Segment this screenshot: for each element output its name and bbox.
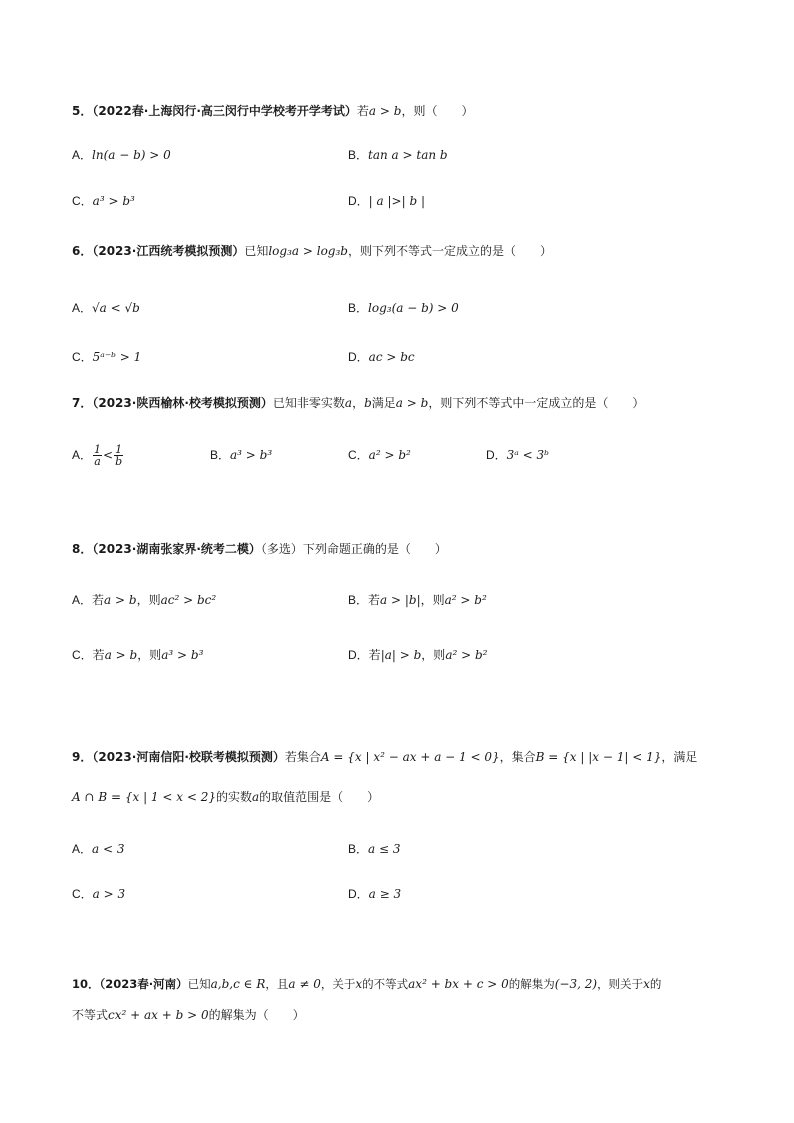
option-label: A． <box>72 842 93 856</box>
question-9-stem-pre: 若集合 <box>284 750 321 764</box>
question-5-option-b[interactable] <box>348 146 448 164</box>
option-label: B． <box>348 593 369 607</box>
question-10-p3: 的不等式 <box>362 977 409 991</box>
question-7-var-a: a <box>344 396 353 410</box>
option-text: a² > b² <box>368 448 411 462</box>
question-8-stem <box>72 540 447 558</box>
option-label: D． <box>348 194 369 208</box>
question-10-solution-set: (−3, 2) <box>554 977 598 991</box>
option-text: a³ > b³ <box>230 448 273 462</box>
question-10-line2-post: 的解集为（ ） <box>208 1008 305 1022</box>
question-9-line2-post: 的取值范围是（ ） <box>259 790 380 804</box>
fraction-numerator: 1 <box>94 443 102 456</box>
question-6-stem <box>72 242 552 260</box>
question-7-sep: ， <box>352 396 365 410</box>
fraction-numerator: 1 <box>115 443 123 456</box>
question-7-var-b: b <box>364 396 372 410</box>
question-7-option-c[interactable] <box>348 446 411 464</box>
option-label: A． <box>72 448 93 462</box>
question-10-line2-pre: 不等式 <box>72 1008 109 1022</box>
question-10-p6: 的 <box>649 977 662 991</box>
option-pre: 若 <box>368 648 381 662</box>
question-5-stem-post: ，则（ ） <box>401 104 474 118</box>
option-mid: ，则 <box>420 593 445 607</box>
option-text: log₃(a − b) > 0 <box>368 301 459 315</box>
question-7-stem-post: ，则下列不等式中一定成立的是（ ） <box>428 396 645 410</box>
option-label: C． <box>72 194 93 208</box>
question-5-condition: a > b <box>368 104 402 118</box>
option-result: a² > b² <box>445 648 488 662</box>
option-label: C． <box>348 448 369 462</box>
option-result: a² > b² <box>444 593 487 607</box>
option-label: D． <box>348 350 369 364</box>
option-label: C． <box>72 350 93 364</box>
question-7-condition: a > b <box>395 396 429 410</box>
option-label: C． <box>72 648 93 662</box>
question-6-option-b[interactable] <box>348 299 459 317</box>
question-5-option-d[interactable] <box>348 192 425 210</box>
question-9-stem <box>72 748 697 766</box>
option-label: B． <box>348 301 369 315</box>
question-8-source: （2023·湖南张家界·统考二模） <box>92 542 261 556</box>
question-10-stem-pre: 已知 <box>187 977 211 991</box>
question-5-stem <box>72 102 473 120</box>
question-7-option-a[interactable] <box>72 443 124 467</box>
question-10-number: 10． <box>72 977 100 991</box>
question-8-number: 8． <box>72 542 93 556</box>
question-10-ineq2: cx² + ax + b > 0 <box>108 1008 209 1022</box>
question-10-p2: ，关于 <box>320 977 356 991</box>
option-result: ac² > bc² <box>160 593 217 607</box>
option-condition: a > |b| <box>380 593 421 607</box>
fraction <box>93 444 102 467</box>
option-label: A． <box>72 593 93 607</box>
question-6-condition: log₃a > log₃b <box>268 244 348 258</box>
option-text: √a < √b <box>92 301 140 315</box>
option-label: C． <box>72 887 93 901</box>
question-9-set-b: B = {x | |x − 1| < 1} <box>535 750 662 764</box>
question-10-x1: x <box>355 977 363 991</box>
fraction-denominator: b <box>115 455 123 468</box>
question-8-stem-text: （多选）下列命题正确的是（ ） <box>260 542 447 556</box>
option-pre: 若 <box>92 593 105 607</box>
question-7-stem <box>72 394 644 412</box>
question-10-stem-line2 <box>72 1006 305 1024</box>
option-text: 5ᵃ⁻ᵇ > 1 <box>92 350 142 364</box>
option-label: B． <box>348 842 369 856</box>
question-6-source: （2023·江西统考模拟预测） <box>92 244 245 258</box>
question-7-source: （2023·陕西榆林·校考模拟预测） <box>92 396 273 410</box>
question-9-stem-post: ，满足 <box>661 750 698 764</box>
question-5-option-c[interactable] <box>72 192 135 210</box>
option-condition: |a| > b <box>380 648 422 662</box>
question-5-source: （2022春·上海闵行·高三闵行中学校考开学考试） <box>92 104 357 118</box>
question-9-option-a[interactable] <box>72 840 125 858</box>
question-9-source: （2023·河南信阳·校联考模拟预测） <box>92 750 285 764</box>
option-label: D． <box>348 648 369 662</box>
option-text: ac > bc <box>368 350 415 364</box>
option-text: a³ > b³ <box>92 194 135 208</box>
question-9-var: a <box>251 790 260 804</box>
question-10-p1: ，且 <box>265 977 289 991</box>
option-text: | a |>| b | <box>368 194 425 208</box>
option-mid: ，则 <box>421 648 446 662</box>
question-9-option-d[interactable] <box>348 885 401 903</box>
question-9-option-b[interactable] <box>348 840 401 858</box>
question-10-neq: a ≠ 0 <box>288 977 321 991</box>
option-result: a³ > b³ <box>161 648 204 662</box>
question-10-p5: ，则关于 <box>597 977 644 991</box>
question-10-stem <box>72 975 661 993</box>
question-6-stem-pre: 已知 <box>244 244 269 258</box>
question-6-stem-post: ，则下列不等式一定成立的是（ ） <box>347 244 552 258</box>
question-7-option-b[interactable] <box>210 446 272 464</box>
option-label: D． <box>348 887 369 901</box>
fraction-denominator: a <box>94 455 101 468</box>
question-7-stem-pre: 已知非零实数 <box>272 396 345 410</box>
option-mid: ，则 <box>137 648 162 662</box>
question-9-line2-mid: 的实数 <box>215 790 252 804</box>
question-8-option-c[interactable] <box>72 646 203 664</box>
question-10-source: （2023春·河南） <box>99 977 188 991</box>
question-5-option-a[interactable] <box>72 146 171 164</box>
question-5-number: 5． <box>72 104 93 118</box>
question-8-option-d[interactable] <box>348 646 487 664</box>
option-condition: a > b <box>104 648 138 662</box>
question-7-stem-mid: 满足 <box>371 396 396 410</box>
question-8-option-a[interactable] <box>72 591 216 609</box>
question-9-intersection: A ∩ B = {x | 1 < x < 2} <box>72 790 216 804</box>
question-9-stem-line2 <box>72 788 379 806</box>
option-label: D． <box>486 448 507 462</box>
question-6-option-a[interactable] <box>72 299 140 317</box>
question-9-option-c[interactable] <box>72 885 125 903</box>
question-9-number: 9． <box>72 750 93 764</box>
option-text: a ≥ 3 <box>368 887 402 901</box>
question-6-number: 6． <box>72 244 93 258</box>
option-pre: 若 <box>368 593 381 607</box>
option-label: A． <box>72 148 93 162</box>
question-7-option-d[interactable] <box>486 446 549 464</box>
question-10-ineq1: ax² + bx + c > 0 <box>408 977 509 991</box>
question-10-x2: x <box>643 977 650 991</box>
option-pre: 若 <box>92 648 105 662</box>
option-label: A． <box>72 301 93 315</box>
option-operator: < <box>103 448 114 462</box>
option-text: a > 3 <box>92 887 126 901</box>
option-mid: ，则 <box>136 593 161 607</box>
question-10-vars: a,b,c ∈ R <box>210 977 266 991</box>
question-10-p4: 的解集为 <box>508 977 555 991</box>
option-text: ln(a − b) > 0 <box>92 148 171 162</box>
question-9-stem-mid: ，集合 <box>499 750 536 764</box>
question-5-stem-pre: 若 <box>356 104 369 118</box>
option-text: tan a > tan b <box>368 148 448 162</box>
question-6-option-c[interactable] <box>72 348 141 366</box>
question-7-number: 7． <box>72 396 93 410</box>
question-6-option-d[interactable] <box>348 348 415 366</box>
question-8-option-b[interactable] <box>348 591 487 609</box>
option-text: a ≤ 3 <box>368 842 401 856</box>
option-condition: a > b <box>104 593 137 607</box>
option-text: a < 3 <box>92 842 125 856</box>
option-label: B． <box>210 448 231 462</box>
fraction <box>114 444 123 467</box>
option-text: 3ᵃ < 3ᵇ <box>506 448 549 462</box>
option-label: B． <box>348 148 369 162</box>
question-9-set-a: A = {x | x² − ax + a − 1 < 0} <box>320 750 500 764</box>
